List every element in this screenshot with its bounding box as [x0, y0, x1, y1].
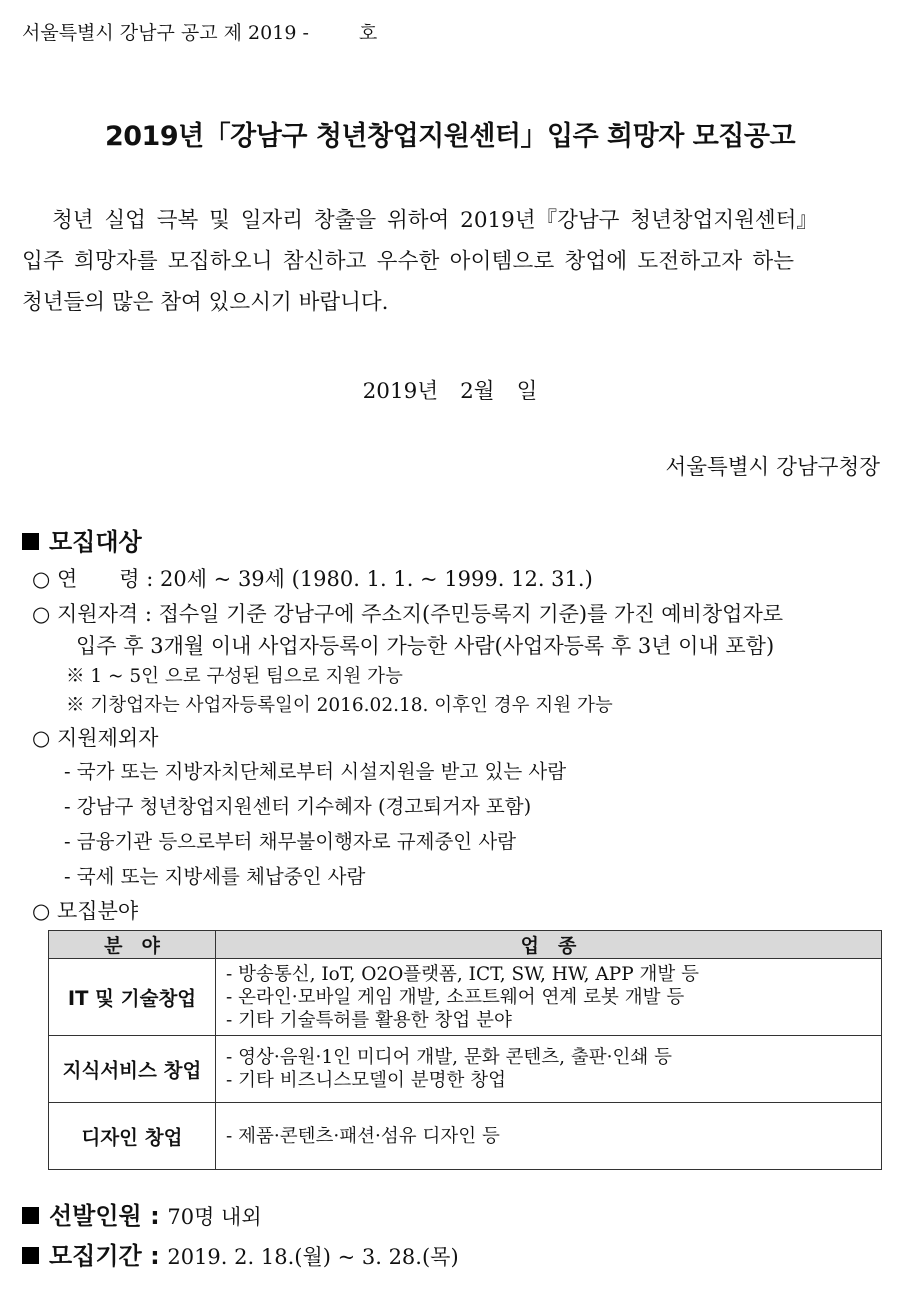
category-cell: 지식서비스 창업 — [49, 1036, 216, 1103]
intro-paragraph — [22, 200, 882, 323]
note-item: ※ 1 ~ 5인 으로 구성된 팀으로 지원 가능 — [66, 666, 403, 687]
notice-number-text: 서울특별시 강남구 공고 제 2019 - — [22, 22, 309, 44]
selection-label: 선발인원 : — [49, 1202, 160, 1230]
signer: 서울특별시 강남구청장 — [665, 455, 880, 480]
section-heading: 모집대상 — [49, 528, 142, 556]
date-year: 2019년 — [362, 379, 439, 404]
industry-item: - 영상·음원·1인 미디어 개발, 문화 콘텐츠, 출판·인쇄 등 — [226, 1047, 673, 1068]
selection-value: 70명 내외 — [167, 1205, 262, 1229]
column-header-category: 분 야 — [49, 931, 216, 959]
period-value: 2019. 2. 18.(월) ~ 3. 28.(목) — [167, 1245, 459, 1269]
fields-heading: ○ 모집분야 — [32, 899, 139, 923]
industry-item: - 제품·콘텐츠·패션·섬유 디자인 등 — [226, 1125, 500, 1147]
period-label: 모집기간 : — [49, 1242, 160, 1270]
exclusion-heading: ○ 지원제외자 — [32, 726, 159, 750]
section-recruit-target — [22, 522, 142, 557]
table-header-row — [49, 931, 882, 959]
industry-cell — [216, 1036, 882, 1103]
notice-number-suffix: 호 — [358, 22, 378, 44]
section-period — [22, 1236, 459, 1271]
exclusion-item: - 강남구 청년창업지원센터 기수혜자 (경고퇴거자 포함) — [64, 795, 532, 818]
industry-cell — [216, 1103, 882, 1170]
intro-line-3: 청년들의 많은 참여 있으시기 바랍니다. — [22, 290, 389, 315]
industry-item: - 온라인·모바일 게임 개발, 소프트웨어 연계 로봇 개발 등 — [226, 986, 685, 1008]
industry-item: - 기타 비즈니스모델이 분명한 창업 — [226, 1070, 506, 1091]
column-header-industry: 업 종 — [216, 931, 882, 959]
date-month: 2월 — [460, 379, 495, 404]
category-cell: IT 및 기술창업 — [49, 959, 216, 1036]
square-bullet-icon — [22, 533, 39, 550]
exclusion-item: - 국가 또는 지방자치단체로부터 시설지원을 받고 있는 사람 — [64, 760, 567, 783]
age-item: ○ 연 령 : 20세 ~ 39세 (1980. 1. 1. ~ 1999. 12. 31.) — [32, 567, 593, 591]
industry-item: - 방송통신, IoT, O2O플랫폼, ICT, SW, HW, APP 개발 등 — [226, 963, 700, 985]
notice-date — [0, 374, 900, 405]
qualification-line-2: 입주 후 3개월 이내 사업자등록이 가능한 사람(사업자등록 후 3년 이내 포함) — [76, 634, 775, 658]
table-row — [49, 959, 882, 1036]
notice-number — [22, 18, 377, 45]
exclusion-item: - 금융기관 등으로부터 채무불이행자로 규제중인 사람 — [64, 830, 516, 853]
square-bullet-icon — [22, 1247, 39, 1264]
exclusion-item: - 국세 또는 지방세를 체납중인 사람 — [64, 865, 366, 888]
industry-cell — [216, 959, 882, 1036]
fields-table — [48, 930, 882, 1170]
square-bullet-icon — [22, 1207, 39, 1224]
industry-item: - 기타 기술특허를 활용한 창업 분야 — [226, 1009, 512, 1031]
qualification-line-1: ○ 지원자격 : 접수일 기준 강남구에 주소지(주민등록지 기준)를 가진 예비창업자로 — [32, 602, 784, 626]
table-row — [49, 1036, 882, 1103]
intro-line-2: 입주 희망자를 모집하오니 참신하고 우수한 아이템으로 창업에 도전하고자 하는 — [22, 249, 795, 274]
note-item: ※ 기창업자는 사업자등록일이 2016.02.18. 이후인 경우 지원 가능 — [66, 695, 613, 716]
intro-line-1: 청년 실업 극복 및 일자리 창출을 위하여 2019년『강남구 청년창업지원센터』 — [52, 208, 818, 233]
table-row — [49, 1103, 882, 1170]
document-title: 2019년「강남구 청년창업지원센터」입주 희망자 모집공고 — [104, 121, 796, 152]
date-day: 일 — [516, 379, 538, 404]
section-selection — [22, 1196, 262, 1231]
category-cell: 디자인 창업 — [49, 1103, 216, 1170]
